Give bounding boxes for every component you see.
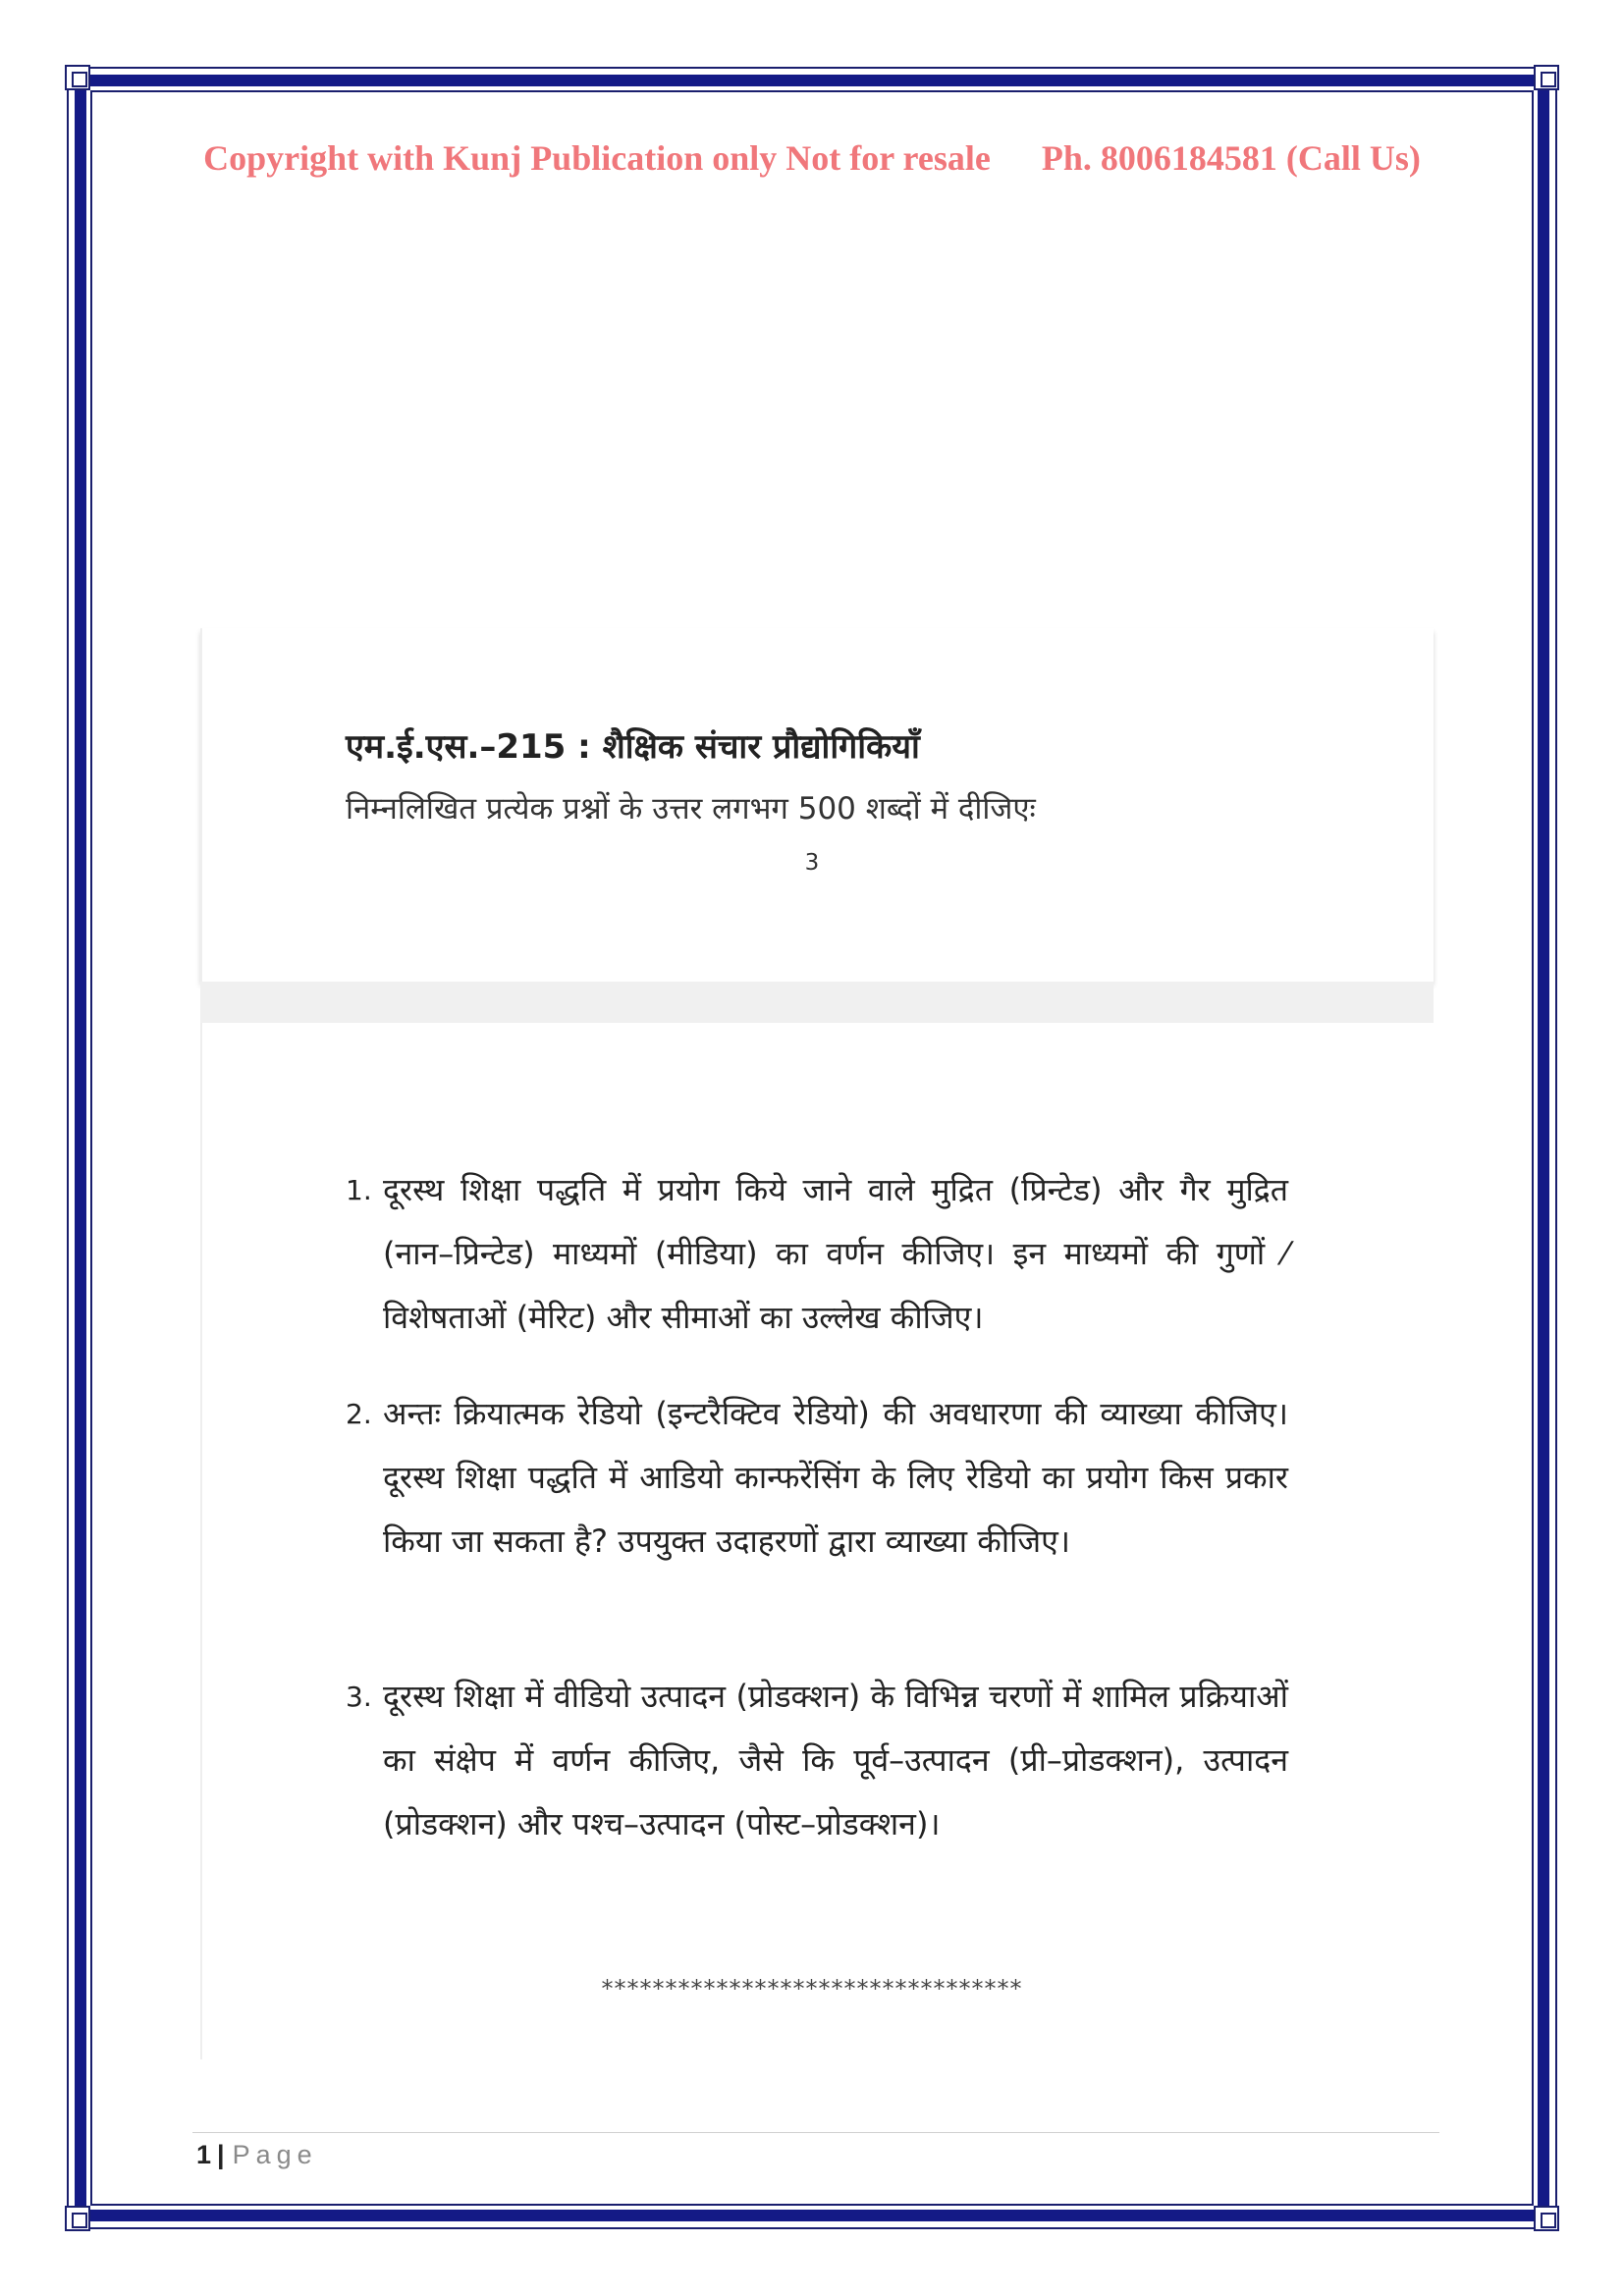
corner-ornament-bottom-left — [65, 2206, 90, 2231]
page-label: Page — [232, 2140, 318, 2169]
corner-ornament-top-right — [1534, 65, 1559, 90]
footer-separator: | — [217, 2140, 225, 2169]
question-item — [346, 1158, 1288, 1350]
question-text: दूरस्थ शिक्षा पद्धति में प्रयोग किये जाने वाले मुद्रित (प्रिन्टेड) और गैर मुद्रित (नान–प्रिन्टेड) माध्यमों (मीडिया) का वर्णन कीजिए। इन माध्यमों की गुणों ⁄ विशेषताओं (मेरिट) और सीमाओं का उल्लेख कीजिए। — [383, 1171, 1288, 1336]
corner-ornament-top-left — [65, 65, 90, 90]
document-marks: 3 — [804, 850, 820, 876]
document-title: एम.ई.एस.–215 : शैक्षिक संचार प्रौद्योगिकियाँ — [346, 727, 920, 767]
end-separator: ********************************* — [601, 1975, 1023, 2002]
phone-text: Ph. 8006184581 (Call Us) — [1041, 138, 1421, 178]
document-instruction: निम्नलिखित प्रत्येक प्रश्नों के उत्तर लगभग 500 शब्दों में दीजिएः — [346, 791, 1036, 827]
question-number: 1. — [346, 1174, 372, 1206]
question-item — [346, 1665, 1288, 1856]
page-number: 1 — [196, 2140, 212, 2169]
question-number: 2. — [346, 1398, 372, 1430]
question-item — [346, 1382, 1288, 1574]
corner-ornament-bottom-right — [1534, 2206, 1559, 2231]
question-text: दूरस्थ शिक्षा में वीडियो उत्पादन (प्रोडक्शन) के विभिन्न चरणों में शामिल प्रक्रियाओं का संक्षेप में वर्णन कीजिए, जैसे कि पूर्व–उत्पादन (प्री–प्रोडक्शन), उत्पादन (प्रोडक्शन) और पश्च–उत्पादन (पोस्ट–प्रोडक्शन)। — [383, 1678, 1288, 1842]
copyright-header — [0, 137, 1624, 179]
footer-divider — [192, 2132, 1439, 2133]
page-footer — [196, 2140, 318, 2170]
copyright-text: Copyright with Kunj Publication only Not for resale — [203, 138, 991, 178]
question-number: 3. — [346, 1681, 372, 1713]
card-gap — [200, 982, 1434, 1023]
question-text: अन्तः क्रियात्मक रेडियो (इन्टरैक्टिव रेडियो) की अवधारणा की व्याख्या कीजिए। दूरस्थ शिक्षा पद्धति में आडियो कान्फरेंसिंग के लिए रेडियो का प्रयोग किस प्रकार किया जा सकता है? उपयुक्त उदाहरणों द्वारा व्याख्या कीजिए। — [383, 1395, 1288, 1560]
